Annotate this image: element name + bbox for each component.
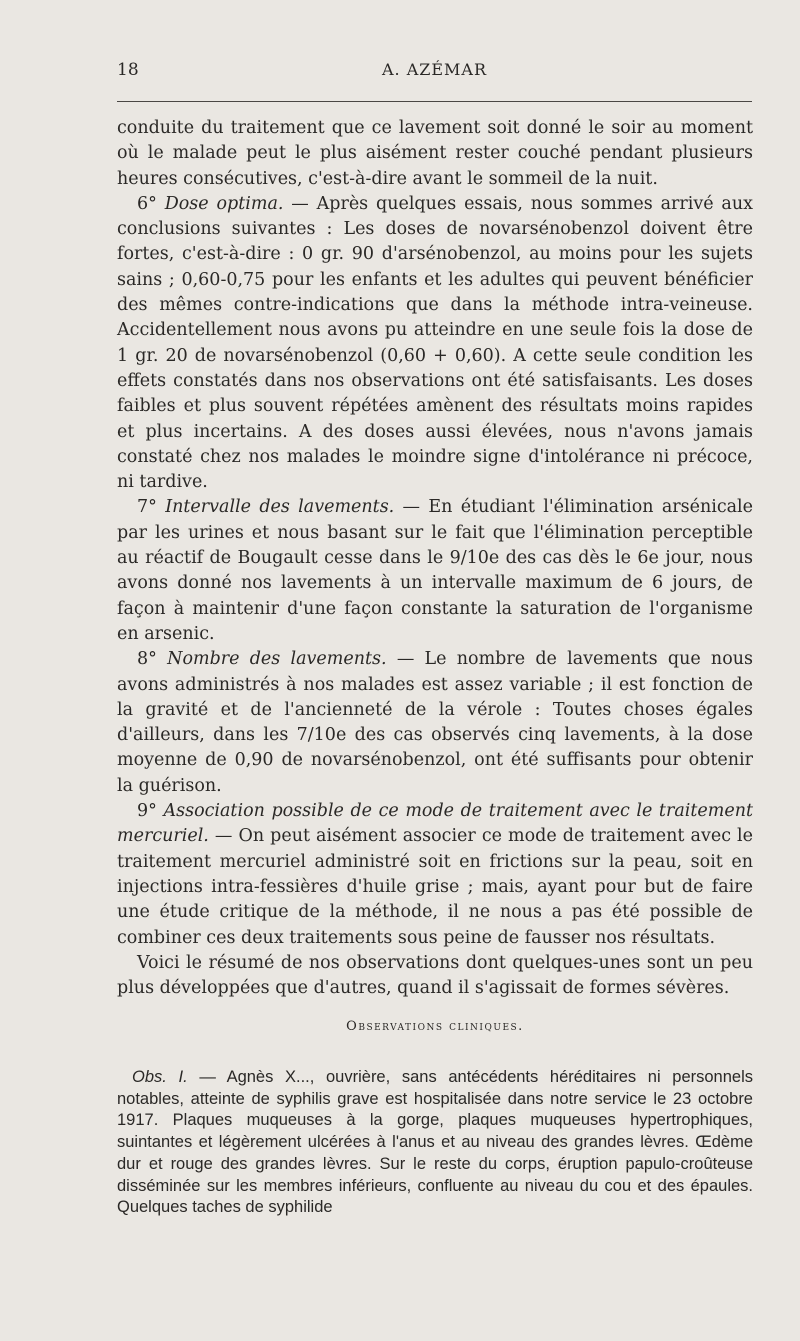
header-rule xyxy=(117,101,752,102)
paragraph-intervalle: 7° Intervalle des lavements. — En étudiant l'élimination arsénicale par les urines et nous basant sur le fait que l'élimination perceptible au réactif de Bougault cesse dans le 9/10e des cas dès le 6e jour, nous avons donné nos lavements à un intervalle maximum de 6 jours, de façon à maintenir d'une façon constante la saturation de l'organisme en arsenic. xyxy=(117,497,754,644)
section-heading-intervalle: Intervalle des lavements. xyxy=(165,497,395,518)
running-head: A. AZÉMAR xyxy=(381,60,488,79)
paragraph-continuation: conduite du traitement que ce lavement soit donné le soir au moment où le malade peut le plus aisément rester couché pendant plusieurs heures consécutives, c'est-à-dire avant le sommeil de la nuit. xyxy=(117,118,753,189)
paragraph-resume: Voici le résumé de nos observations dont quelques-unes sont un peu plus développées que d'autres, quand il s'agissait de formes sévères. xyxy=(117,952,753,999)
observation-paragraph: Obs. I. — Agnès X..., ouvrière, sans antécédents héréditaires ni personnels notables, atteinte de syphilis grave est hospitalisée dans notre service le 23 octobre 1917. Plaques muqueuses à la gorge, plaques muqueuses hypertrophiques, suintantes et légèrement ulcérées à l'anus et au niveau des grandes lèvres. Œdème dur et rouge des grandes lèvres. Sur le reste du corps, éruption papulo-croûteuse disséminée sur les membres inférieurs, confluente au niveau du cou et des épaules. Quelques taches de syphilide xyxy=(117,1068,753,1217)
section-heading-association: Association possible de ce mode de traitement avec le traitement mercuriel. xyxy=(117,801,753,847)
body-text xyxy=(117,116,753,1001)
section-heading-nombre: Nombre des lavements. xyxy=(167,649,387,670)
observation-text xyxy=(117,1067,753,1219)
observation-label: Obs. I. xyxy=(132,1068,188,1086)
paragraph-dose-optima: 6° Dose optima. — Après quelques essais, nous sommes arrivé aux conclusions suivantes : Les doses de novarsénobenzol doivent être fortes, c'est-à-dire : 0 gr. 90 d'arsénobenzol, au moins pour les sujets sains ; 0,60-0,75 pour les enfants et les adultes qui peuvent bénéficier des mêmes contre-indications que dans la méthode intra-veineuse. Accidentellement nous avons pu atteindre en une seule fois la dose de 1 gr. 20 de novarsénobenzol (0,60 + 0,60). A cette seule condition les effets constatés dans nos observations ont été satisfaisants. Les doses faibles et plus souvent répétées amènent des résultats moins rapides et plus incertains. A des doses aussi élevées, nous n'avons jamais constaté chez nos malades le moindre signe d'intolérance ni précoce, ni tardive. xyxy=(117,193,753,493)
page-number: 18 xyxy=(117,60,139,80)
section-heading-dose-optima: Dose optima. xyxy=(164,193,284,214)
section-title: Observations cliniques. xyxy=(346,1019,524,1034)
paragraph-association: 9° Association possible de ce mode de traitement avec le traitement mercuriel. — On peut aisément associer ce mode de traitement avec le traitement mercuriel administré soit en frictions sur la peau, soit en injections intra-fessières d'huile grise ; mais, ayant pour but de faire une étude critique de la méthode, il ne nous a pas été possible de combiner ces deux traitements sous peine de fausser nos résultats. xyxy=(117,801,753,948)
page-header xyxy=(117,60,752,88)
paragraph-nombre: 8° Nombre des lavements. — Le nombre de lavements que nous avons administrés à nos malades est assez variable ; il est fonction de la gravité et de l'ancienneté de la vérole : Toutes choses égales d'ailleurs, dans les 7/10e des cas observés cinq lavements, à la dose moyenne de 0,90 de novarsénobenzol, ont été suffisants pour obtenir la guérison. xyxy=(117,649,753,796)
